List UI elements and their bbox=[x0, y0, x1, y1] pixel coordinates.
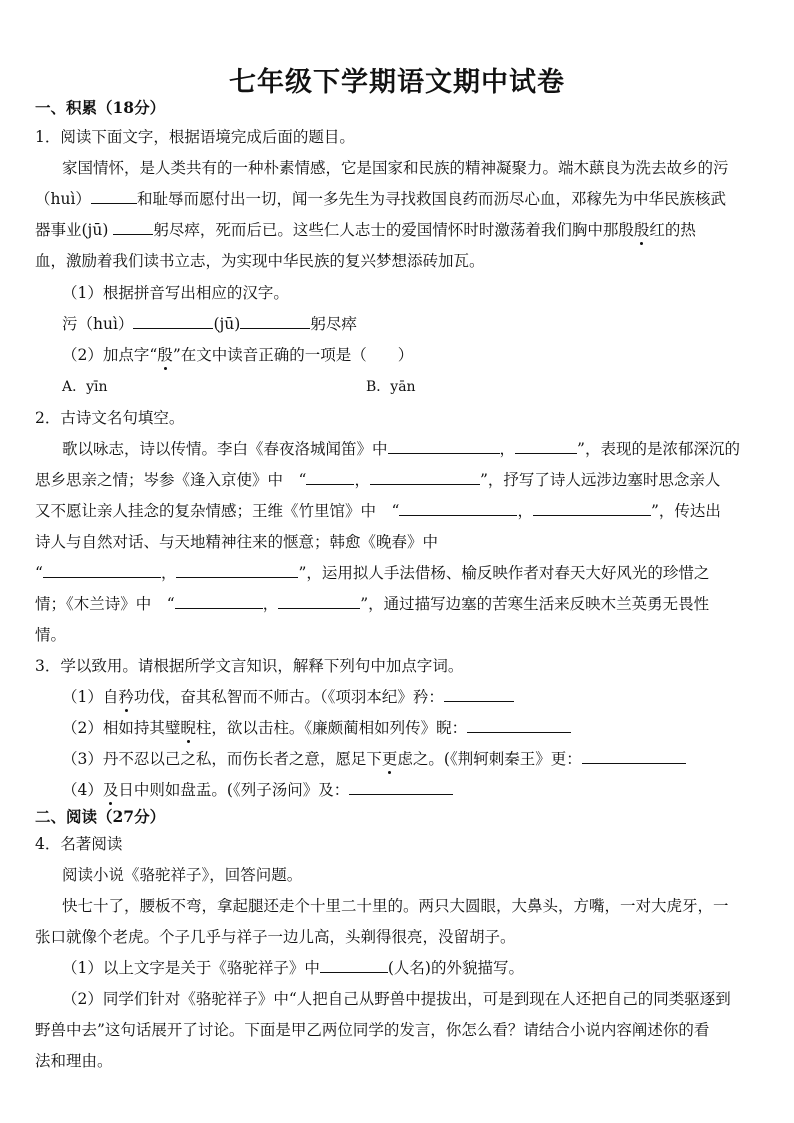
classical-item-4 bbox=[62, 780, 453, 800]
pinyin-text: (jū) bbox=[213, 315, 241, 333]
classical-item-2 bbox=[62, 718, 571, 738]
question-3-stem: 3．学以致用。请根据所学文言知识，解释下列句中加点字词。 bbox=[35, 657, 464, 675]
answer-blank[interactable] bbox=[175, 594, 263, 609]
passage-text: 和耻辱而愿付出一切，闻一多先生为寻找救国良药而沥尽心血，邓稼先为中华民族核武 bbox=[136, 190, 726, 208]
question-4-stem: 4．名著阅读 bbox=[35, 835, 123, 853]
poem-fill-line bbox=[35, 470, 720, 490]
section-heading-reading: 二、阅读（27分） bbox=[35, 807, 166, 826]
pinyin-text: （huì） bbox=[35, 190, 91, 208]
page-title: 七年级下学期语文期中试卷 bbox=[229, 67, 565, 98]
pinyin-text: 污（huì） bbox=[62, 315, 134, 333]
answer-blank[interactable] bbox=[176, 563, 298, 578]
question-text: 情；《木兰诗》中 “ bbox=[35, 595, 175, 613]
question-text: ”，运用拟人手法借杨、榆反映作者对春天大好风光的珍惜之 bbox=[298, 564, 710, 582]
poem-fill-line: 情。 bbox=[35, 626, 67, 644]
question-1-passage-line: 血，激励着我们读书立志，为实现中华民族的复兴梦想添砖加瓦。 bbox=[35, 252, 485, 270]
answer-blank[interactable] bbox=[133, 314, 213, 329]
answer-blank[interactable] bbox=[444, 687, 514, 702]
poem-fill-line bbox=[62, 439, 740, 459]
question-text: （4） bbox=[62, 781, 103, 799]
answer-blank[interactable] bbox=[113, 220, 153, 235]
answer-blank[interactable] bbox=[370, 470, 480, 485]
answer-blank[interactable] bbox=[349, 780, 453, 795]
question-text: 日中则如盘盂。(《列子汤问》及： bbox=[118, 781, 350, 799]
answer-blank[interactable] bbox=[43, 563, 161, 578]
sub-question-1-1-blanks bbox=[62, 314, 357, 334]
question-text: （2）相如持其璧 bbox=[62, 719, 181, 737]
answer-blank[interactable] bbox=[533, 501, 651, 516]
poem-fill-line bbox=[35, 563, 709, 583]
question-1-passage-line bbox=[35, 189, 726, 209]
answer-blank[interactable] bbox=[388, 439, 500, 454]
question-text: “ bbox=[35, 564, 43, 582]
option-b[interactable]: B．yān bbox=[366, 379, 416, 395]
section-heading-accumulation: 一、积累（18分） bbox=[35, 98, 166, 117]
question-text: 又不愿让亲人挂念的复杂情感；王维《竹里馆》中 “ bbox=[35, 502, 400, 520]
classical-item-3 bbox=[62, 749, 686, 769]
answer-blank[interactable] bbox=[240, 314, 310, 329]
answer-blank[interactable] bbox=[467, 718, 571, 733]
sub-question-4-2: 法和理由。 bbox=[35, 1052, 113, 1070]
sub-question-4-2: （2）同学们针对《骆驼祥子》中“人把自己从野兽中提拔出，可是到现在人还把自己的同类驱逐到 bbox=[62, 990, 731, 1008]
answer-blank[interactable] bbox=[515, 439, 577, 454]
poem-fill-line bbox=[35, 594, 709, 614]
answer-blank[interactable] bbox=[582, 749, 686, 764]
answer-blank[interactable] bbox=[91, 189, 137, 204]
sub-question-4-2: 野兽中去”这句话展开了讨论。下面是甲乙两位同学的发言，你怎么看？请结合小说内容阐述你的看 bbox=[35, 1021, 710, 1039]
sub-question-1-2 bbox=[62, 345, 413, 365]
dotted-character: 殷 bbox=[633, 221, 650, 239]
reading-passage-line: 张口就像个老虎。个子几乎与祥子一边儿高，头剃得很亮，没留胡子。 bbox=[35, 928, 516, 946]
question-text: ”，传达出 bbox=[650, 502, 721, 520]
dotted-character: 及 bbox=[102, 781, 119, 799]
question-text: （3）丹不忍以己之私，而伤长者之意，愿足下 bbox=[62, 750, 382, 768]
sub-question-4-1 bbox=[62, 958, 524, 978]
question-text: （1）自 bbox=[62, 688, 119, 706]
question-text: ”在文中读音正确的一项是（ ） bbox=[172, 346, 414, 364]
question-text: 柱，欲以击柱。《廉颇蔺相如列传》睨： bbox=[195, 719, 468, 737]
question-text: (人名)的外貌描写。 bbox=[387, 959, 524, 977]
question-text: ， bbox=[354, 471, 370, 489]
question-2-stem: 2．古诗文名句填空。 bbox=[35, 409, 185, 427]
dotted-character: 更 bbox=[381, 750, 398, 768]
question-text: ”，抒写了诗人远涉边塞时思念亲人 bbox=[479, 471, 721, 489]
sub-question-1-1: （1）根据拼音写出相应的汉字。 bbox=[62, 284, 289, 302]
poem-fill-line bbox=[35, 501, 721, 521]
question-text: ， bbox=[499, 440, 516, 458]
question-4-intro: 阅读小说《骆驼祥子》，回答问题。 bbox=[62, 866, 303, 884]
question-text: ”，表现的是浓郁深沉的 bbox=[577, 440, 740, 458]
answer-blank[interactable] bbox=[278, 594, 360, 609]
question-1-passage-line bbox=[35, 220, 696, 240]
reading-passage-line: 快七十了，腰板不弯，拿起腿还走个十里二十里的。两只大圆眼，大鼻头，方嘴，一对大虎牙，一 bbox=[62, 897, 729, 915]
question-text: 虑之。(《荆轲刺秦王》更： bbox=[397, 750, 582, 768]
question-text: 功伐，奋其私智而不师古。（《项羽本纪》矜： bbox=[133, 688, 444, 706]
dotted-character: 睨 bbox=[180, 719, 196, 737]
answer-blank[interactable] bbox=[399, 501, 517, 516]
pinyin-text: 器事业(jū) bbox=[35, 221, 109, 239]
dotted-character: 矜 bbox=[118, 688, 134, 706]
question-text: ， bbox=[160, 564, 177, 582]
question-text: ， bbox=[262, 595, 279, 613]
passage-text: 躬尽瘁，死而后已。这些仁人志士的爱国情怀时时激荡着我们胸中那殷 bbox=[153, 221, 634, 239]
question-text: 思乡思亲之情；岑参《逢入京使》中 “ bbox=[35, 471, 307, 489]
question-text: ， bbox=[517, 502, 533, 520]
question-text: （2）加点字“ bbox=[62, 346, 158, 364]
dotted-character: 殷 bbox=[157, 346, 173, 364]
answer-blank[interactable] bbox=[306, 470, 354, 485]
passage-text: 红的热 bbox=[649, 221, 696, 239]
question-text: （1）以上文字是关于《骆驼祥子》中 bbox=[62, 959, 320, 977]
question-1-passage-line: 家国情怀，是人类共有的一种朴素情感，它是国家和民族的精神凝聚力。端木蕻良为洗去故乡的污 bbox=[62, 159, 729, 177]
poem-fill-line: 诗人与自然对话、与天地精神往来的惬意；韩愈《晚春》中 bbox=[35, 533, 439, 551]
option-a[interactable]: A．yīn bbox=[62, 379, 108, 395]
question-1-stem: 1．阅读下面文字，根据语境完成后面的题目。 bbox=[35, 128, 355, 146]
question-text: ”，通过描写边塞的苦寒生活来反映木兰英勇无畏性 bbox=[360, 595, 710, 613]
answer-blank[interactable] bbox=[320, 958, 388, 973]
classical-item-1 bbox=[62, 687, 514, 707]
question-text: 歌以咏志，诗以传情。李白《春夜洛城闻笛》中 bbox=[62, 440, 388, 458]
passage-text: 躬尽瘁 bbox=[310, 315, 357, 333]
